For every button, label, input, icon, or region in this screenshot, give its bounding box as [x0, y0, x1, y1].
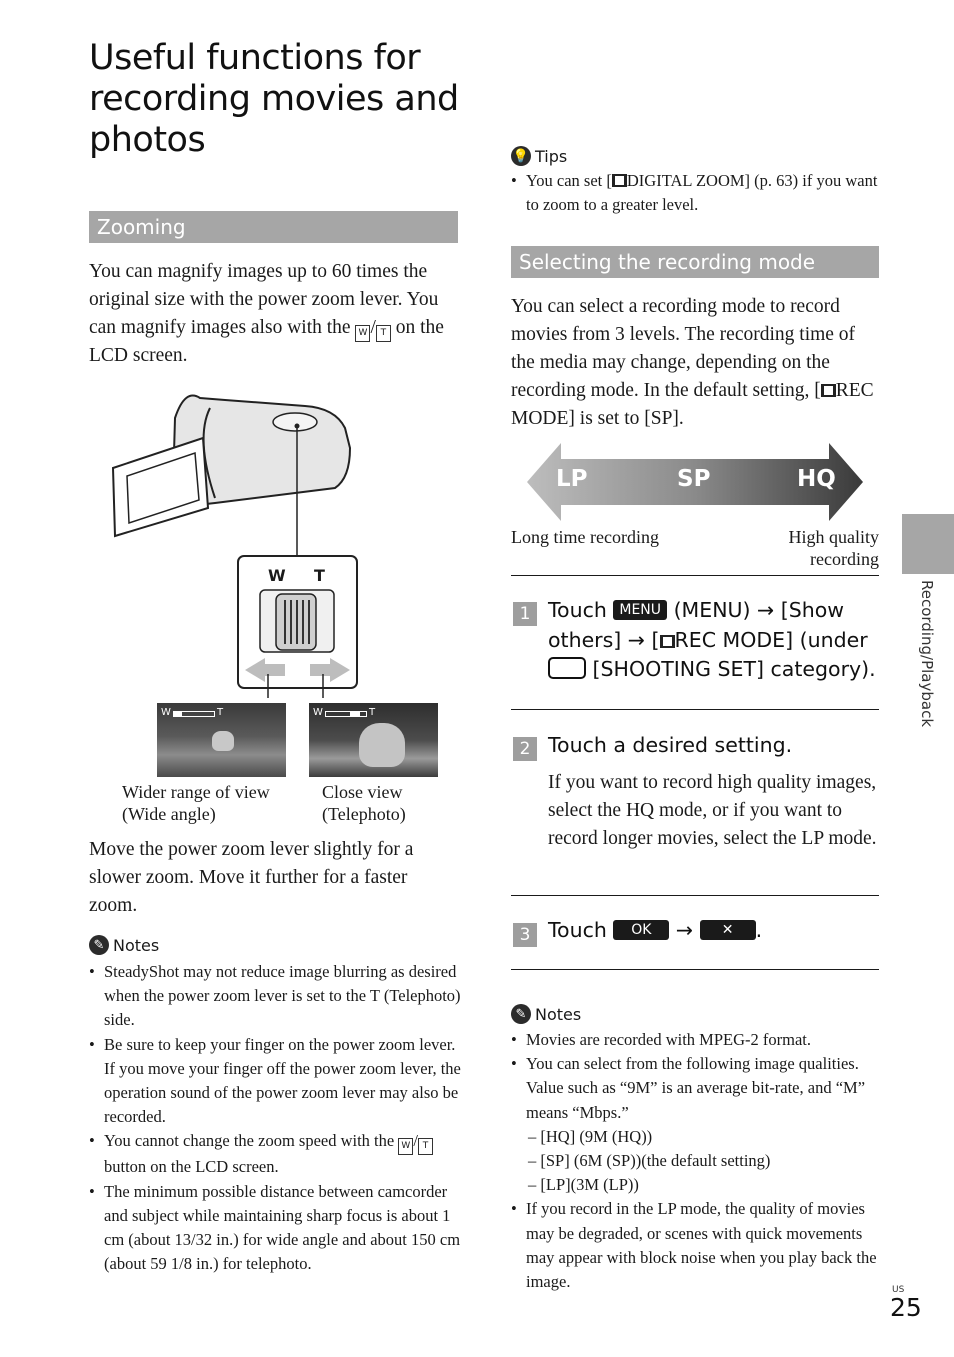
- rec-mode-text: You can select a recording mode to record movies from 3 levels. The recording time of the media may change, depending on the recording mode. In the default setting, [: [511, 296, 856, 401]
- arrow-right-icon: →: [675, 918, 694, 942]
- sp-label: SP: [677, 466, 711, 492]
- page-number: 25: [890, 1293, 922, 1322]
- movie-film-icon-3: [660, 635, 675, 648]
- caption-wide: [122, 781, 270, 825]
- tele-zoom-icon-2: T: [418, 1138, 433, 1155]
- tips-text: You can set [: [526, 171, 612, 190]
- list-item: • Be sure to keep your finger on the power zoom lever. If you move your finger off the power zoom lever, the operation sound of the power zoom lever may also be recorded.: [89, 1033, 461, 1130]
- caption-tele: [322, 781, 406, 825]
- rec-mode-text-end: REC MODE] is set to [SP].: [511, 380, 874, 429]
- step-2-body: If you want to record high quality images, select the HQ mode, or if you want to record longer movies, select the LP mode.: [548, 772, 877, 849]
- wide-zoom-icon-2: W: [398, 1138, 413, 1155]
- step-3-touch: Touch: [548, 918, 607, 942]
- tips-label: Tips: [535, 146, 568, 166]
- notes-icon: ✎: [89, 935, 109, 955]
- quality-sp: – [SP] (6M (SP))(the default setting): [528, 1151, 771, 1171]
- wide-zoom-icon: W: [355, 325, 370, 342]
- list-item: • If you record in the LP mode, the quality of movies may be degraded, or scenes with quick movements may appear with block noise when you play back the image.: [511, 1197, 879, 1294]
- caption-tele-line2: (Telephoto): [322, 804, 406, 824]
- telephoto-photo: [309, 703, 438, 777]
- tips-list: [511, 169, 883, 217]
- list-item: • The minimum possible distance between camcorder and subject while maintaining sharp focus is about 1 cm (about 13/32 in.) for wide angle and about 150 cm (about 59 1/8 in.) for telephoto.: [89, 1180, 461, 1277]
- caption-tele-line1: Close view: [322, 782, 403, 802]
- list-item: • Movies are recorded with MPEG-2 format.: [511, 1028, 879, 1052]
- page-title: Useful functions for recording movies and photos: [89, 38, 459, 160]
- cat-figure: [212, 731, 234, 751]
- zoom-notes-list: [89, 960, 461, 1276]
- step-2-number: 2: [513, 737, 537, 761]
- step-1-text: [548, 596, 884, 685]
- zoom-speed-paragraph: Move the power zoom lever slightly for a slower zoom. Move it further for a faster zoom.: [89, 839, 414, 916]
- list-item: [511, 169, 883, 217]
- divider: [511, 969, 879, 970]
- quality-hq: – [HQ] (9M (HQ)): [528, 1126, 653, 1146]
- note3-text: You cannot change the zoom speed with the: [104, 1131, 395, 1151]
- zoom-intro-text-end: on the LCD screen.: [89, 317, 444, 366]
- zoom-bar-tele: [325, 711, 367, 717]
- notes-heading-right: [511, 1004, 581, 1024]
- thumb-t-label: T: [217, 707, 224, 718]
- notes-heading-left: [89, 935, 159, 955]
- step-1-path: (MENU) → [Show others] → [: [548, 598, 845, 652]
- menu-button[interactable]: MENU: [613, 600, 667, 620]
- step-1-path-3: [SHOOTING SET] category).: [592, 657, 876, 681]
- zoom-bar-wide: [173, 711, 215, 717]
- ok-button[interactable]: OK: [613, 920, 669, 940]
- thumb-w-label-2: W: [313, 707, 323, 718]
- zoom-intro-paragraph: You can magnify images up to 60 times the original size with the power zoom lever. You can magnify images also with the W / T on the LCD screen.: [89, 261, 444, 366]
- movie-film-icon: [612, 174, 627, 187]
- camera-shooting-icon: [548, 657, 586, 679]
- zoom-intro-text: You can magnify images up to 60 times the original size with the power zoom lever. You can magnify images also with the: [89, 261, 439, 338]
- close-button[interactable]: ✕: [700, 920, 756, 940]
- thumb-t-label-2: T: [369, 707, 376, 718]
- section-side-label: Recording/Playback: [918, 580, 936, 728]
- lever-w-label: W: [268, 566, 286, 585]
- section-heading-recording-mode: Selecting the recording mode: [511, 246, 879, 278]
- list-item: • You cannot change the zoom speed with the W / T button on the LCD screen.: [89, 1129, 461, 1179]
- divider: [511, 709, 879, 710]
- step-1-touch: Touch: [548, 598, 607, 622]
- hq-label: HQ: [797, 466, 836, 492]
- thumb-w-label: W: [161, 707, 171, 718]
- high-quality-line2: recording: [810, 549, 879, 569]
- section-side-tab: [902, 514, 954, 574]
- notes-icon-2: ✎: [511, 1004, 531, 1024]
- section-heading-zooming: Zooming: [89, 211, 458, 243]
- divider: [511, 895, 879, 896]
- cat-figure-close: [359, 723, 405, 767]
- movie-film-icon-2: [821, 384, 836, 397]
- step-3-text: [548, 916, 762, 946]
- high-quality-caption: [760, 526, 879, 570]
- caption-wide-line1: Wider range of view: [122, 782, 270, 802]
- high-quality-line1: High quality: [788, 527, 879, 547]
- list-item: • SteadyShot may not reduce image blurring as desired when the power zoom lever is set to the T (Telephoto) side.: [89, 960, 461, 1033]
- step-3-period: .: [755, 918, 763, 942]
- quality-lp: – [LP](3M (LP)): [528, 1175, 639, 1195]
- step-1-path-2: REC MODE] (under: [674, 627, 868, 652]
- tips-heading: [511, 146, 567, 166]
- step-2-title: Touch a desired setting.: [548, 733, 793, 757]
- quality-note-text: • You can select from the following image qualities. Value such as “9M” is an average bit-rate, and “M” means “Mbps.”: [526, 1054, 866, 1122]
- camcorder-illustration: [105, 378, 375, 698]
- tips-text-end: DIGITAL ZOOM] (p. 63) if you want to zoom to a greater level.: [526, 171, 878, 215]
- tele-zoom-icon: T: [376, 325, 391, 342]
- list-item: [511, 1052, 879, 1197]
- rec-mode-paragraph: [511, 293, 883, 433]
- notes-label-left: Notes: [113, 935, 160, 955]
- step-1-number: 1: [513, 602, 537, 626]
- divider: [511, 575, 879, 576]
- caption-wide-line2: (Wide angle): [122, 804, 216, 824]
- step-3-number: 3: [513, 923, 537, 947]
- region-code: US: [892, 1285, 905, 1295]
- lp-label: LP: [556, 466, 588, 492]
- wide-angle-photo: [157, 703, 286, 777]
- recording-notes-list: [511, 1028, 879, 1294]
- note3-text-end: button on the LCD screen.: [104, 1157, 279, 1177]
- notes-label-right: Notes: [535, 1004, 582, 1024]
- long-time-caption: Long time recording: [511, 527, 659, 547]
- tips-lightbulb-icon: 💡: [511, 146, 531, 166]
- lever-t-label: T: [314, 566, 325, 585]
